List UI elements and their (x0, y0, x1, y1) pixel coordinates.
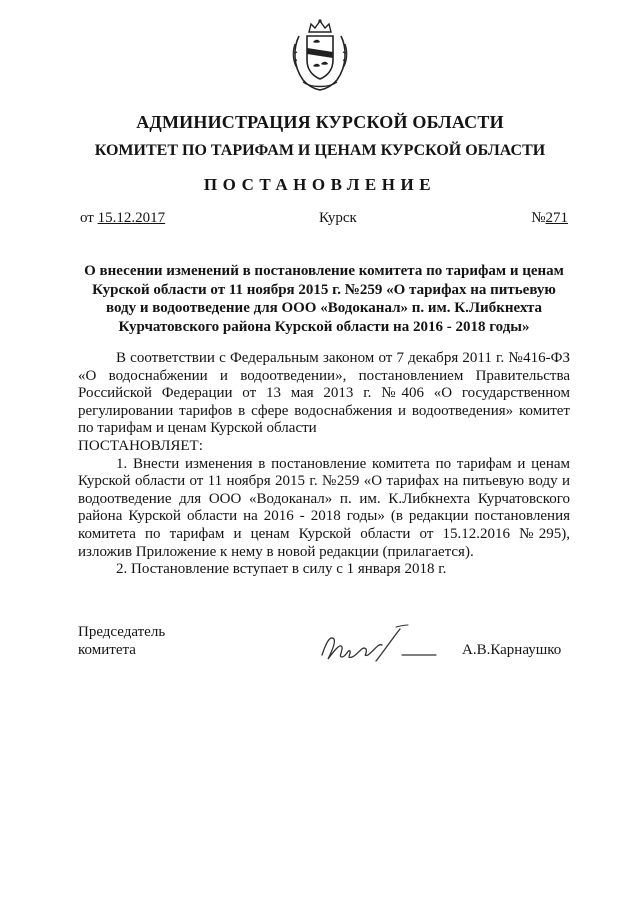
item-2-paragraph: 2. Постановление вступает в силу с 1 января 2018 г. (116, 561, 447, 578)
number-value: 271 (545, 210, 568, 226)
coat-of-arms-icon (289, 18, 351, 92)
position-line-2: комитета (78, 642, 136, 658)
handwritten-signature-icon (312, 621, 442, 673)
signatory-name: А.В.Карнаушко (462, 642, 562, 658)
item-1-paragraph: 1. Внести изменения в постановление комитета по тарифам и ценам Курской области от 11 ноября 2015 г. №259 «О тарифах на питьевую воду и водоотведение для ООО «Водоканал» п. им. К.Либкнехта Курчатовского района Курской области на 2016 - 2018 годы» (в редакции постановления комитета по тарифам и ценам Курской области от 15.12.2016 №295), изложив Приложение к нему в новой редакции (прилагается). (78, 455, 570, 560)
document-body (78, 350, 570, 579)
dateline (80, 210, 568, 230)
committee-title: КОМИТЕТ ПО ТАРИФАМ И ЦЕНАМ КУРСКОЙ ОБЛАСТИ (94, 142, 546, 159)
number-prefix: № (531, 210, 546, 226)
administration-title: АДМИНИСТРАЦИЯ КУРСКОЙ ОБЛАСТИ (136, 112, 504, 132)
resolves-paragraph: ПОСТАНОВЛЯЕТ: (78, 437, 203, 454)
signatory-position (78, 623, 165, 659)
document-number (531, 210, 568, 227)
date-prefix: от (80, 210, 94, 226)
document-type-title: ПОСТАНОВЛЕНИЕ (203, 175, 437, 194)
preamble-paragraph: В соответствии с Федеральным законом от 7 декабря 2011 г. №416-ФЗ «О водоснабжении и водоотведении», постановлением Правительства Российской Федерации от 13 мая 2013 г. №406 «О государственном регулировании тарифов в сфере водоснабжения и водоотведения» комитет по тарифам и ценам Курской области (78, 350, 570, 437)
document-city: Курск (319, 210, 357, 226)
document-subject: О внесении изменений в постановление комитета по тарифам и ценам Курской области от 11 ноября 2015 г. №259 «О тарифах на питьевую воду и водоотведение для ООО «Водоканал» п. им. К.Либкнехта Курчатовского района Курской области на 2016 - 2018 годы» (84, 263, 564, 335)
position-line-1: Председатель (78, 624, 166, 640)
document-date (80, 210, 165, 227)
date-value: 15.12.2017 (97, 210, 166, 226)
